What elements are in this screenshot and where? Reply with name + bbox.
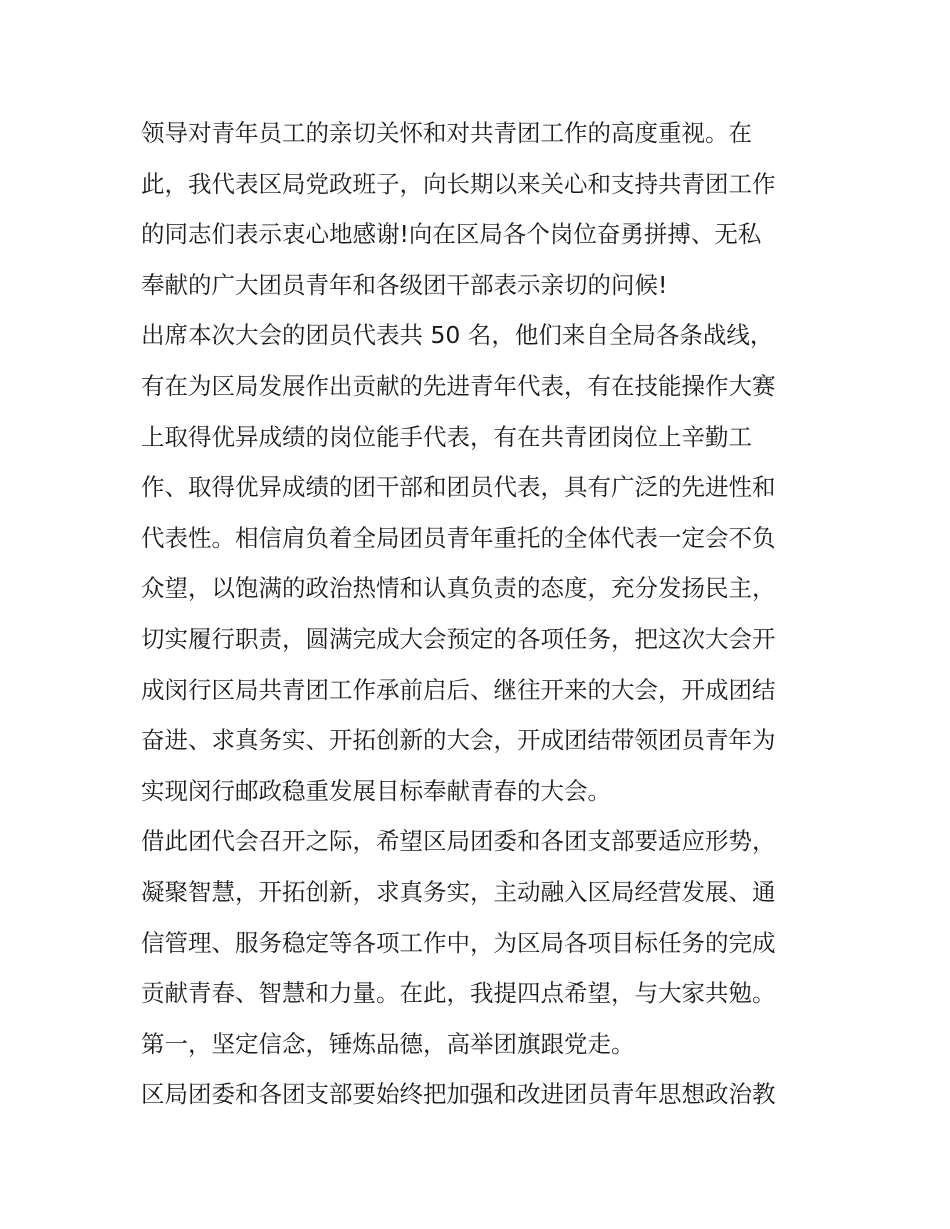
text-line: 凝聚智慧，开拓创新，求真务实，主动融入区局经营发展、通 bbox=[141, 877, 776, 906]
text-line: 区局团委和各团支部要始终把加强和改进团员青年思想政治教 bbox=[141, 1080, 776, 1109]
text-line: 的同志们表示衷心地感谢!向在区局各个岗位奋勇拼搏、无私 bbox=[141, 220, 762, 249]
text-line: 作、取得优异成绩的团干部和团员代表，具有广泛的先进性和 bbox=[141, 473, 776, 502]
text-line: 有在为区局发展作出贡献的先进青年代表，有在技能操作大赛 bbox=[141, 371, 776, 400]
text-line: 代表性。相信肩负着全局团员青年重托的全体代表一定会不负 bbox=[141, 523, 776, 552]
text-line: 成闵行区局共青团工作承前启后、继往开来的大会，开成团结 bbox=[141, 675, 776, 704]
text-line: 切实履行职责，圆满完成大会预定的各项任务，把这次大会开 bbox=[141, 624, 776, 653]
text-line: 实现闵行邮政稳重发展目标奉献青春的大会。 bbox=[141, 776, 611, 805]
text-line: 信管理、服务稳定等各项工作中，为区局各项目标任务的完成 bbox=[141, 928, 776, 957]
text-line: 领导对青年员工的亲切关怀和对共青团工作的高度重视。在 bbox=[141, 119, 752, 147]
text-line: 第一，坚定信念，锤炼品德，高举团旗跟党走。 bbox=[141, 1029, 635, 1058]
text-line: 贡献青春、智慧和力量。在此，我提四点希望，与大家共勉。 bbox=[141, 979, 776, 1008]
text-line: 奉献的广大团员青年和各级团干部表示亲切的问候! bbox=[141, 270, 668, 299]
text-line: 奋进、求真务实、开拓创新的大会，开成团结带领团员青年为 bbox=[141, 726, 776, 755]
text-line: 出席本次大会的团员代表共 50 名，他们来自全局各条战线， bbox=[141, 321, 774, 350]
text-line: 众望，以饱满的政治热情和认真负责的态度，充分发扬民主， bbox=[141, 574, 776, 603]
body-text bbox=[141, 108, 821, 1120]
text-line: 此，我代表区局党政班子，向长期以来关心和支持共青团工作 bbox=[141, 169, 776, 198]
text-line: 借此团代会召开之际，希望区局团委和各团支部要适应形势， bbox=[141, 827, 776, 856]
text-line: 上取得优异成绩的岗位能手代表，有在共青团岗位上辛勤工 bbox=[141, 422, 752, 451]
